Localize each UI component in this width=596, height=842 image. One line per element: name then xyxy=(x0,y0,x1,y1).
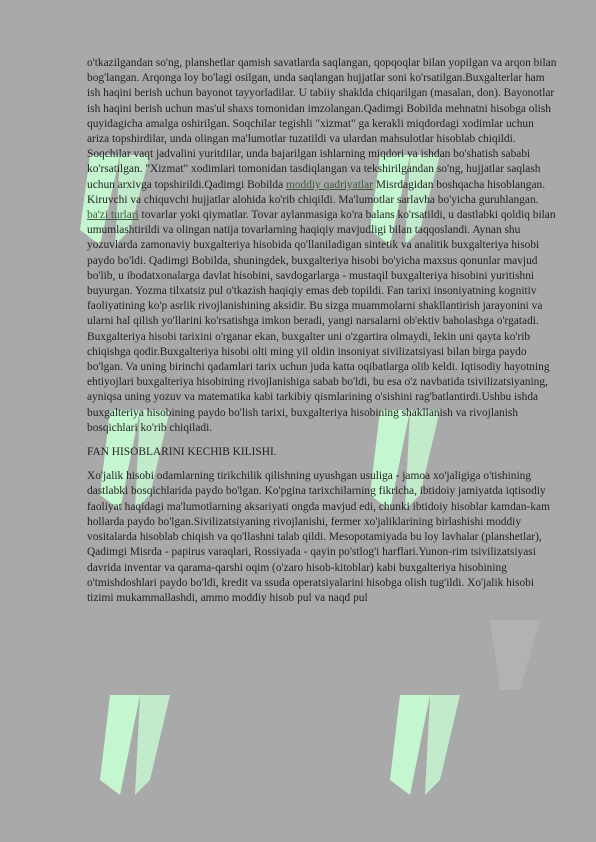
paragraph-1-text-c: tovarlar yoki qiymatlar. Tovar aylanmasiga ko'ra balans ko'rsatildi, u dastlabki qoldiq bilan umumlashtirildi va olingan natija tovarlarning haqiqiy mavjudligi bilan taqqoslandi. Aynan shu yozuvlarda zamonaviy buxgalteriya hisobida qo'llaniladigan sintetik va analitik buxgalteriya hisobi paydo bo'ldi. Qadimgi Bobilda, shuningdek, buxgalteriya hisobi bo'yicha maxsus qonunlar mavjud bo'lib, u ibodatxonalarga davlat hisobini, savdogarlarga - mustaqil buxgalteriya hisobini yuritishni buyurgan. Yozma tilxatsiz pul o'tkazish haqiqiy emas deb topildi. Fan tarixi insoniyatning kognitiv faoliyatining ko'p asrlik rivojlanishining aksidir. Bu sizga muammolarni shakllantirish jarayonini va ularni hal qilish yo'llarini ko'rsatishga imkon beradi, yangi narsalarni ob'ektiv baholashga o'rgatadi. Buxgalteriya hisobi tarixini o'rganar ekan, buxgalter uni o'zgartira olmaydi, lekin uni qayta ko'rib chiqishga qodir.Buxgalteriya hisobi olti ming yil oldin insoniyat sivilizatsiyasi bilan birga paydo bo'lgan. Va uning birinchi qadamlari tarix uchun juda katta oqibatlarga olib keldi. Iqtisodiy hayotning ehtiyojlari buxgalteriya hisobining rivojlanishiga sabab bo'ldi, bu esa o'z navbatida tsivilizatsiyaning, ayniqsa uning yozuv va matematika kabi tarkibiy qismlarining o'sishini rag'batlantirdi.Ushbu ishda buxgalteriya hisobining paydo bo'lish tarixi, buxgalteriya hisobining shakllanish va rivojlanish bosqichlari ko'rib chiqiladi. xyxy=(87,209,556,434)
paragraph-1-text-a: o'tkazilgandan so'ng, planshetlar qamish savatlarda saqlangan, qopqoqlar bilan yopilgan va arqon bilan bog'langan. Arqonga loy bo'lagi osilgan, unda saqlangan hujjatlar soni ko'rsatilgan.Buxgalterlar ham ish haqini berish uchun bayonot tayyorladilar. U tabiiy shaklda chiqarilgan (masalan, don). Bayonotlar ish haqini berish uchun mas'ul shaxs tomonidan imzolangan.Qadimgi Bobilda mehnatni hisobga olish quyidagicha amalga oshirilgan. Soqchilar tegishli "xizmat" ga kerakli miqdordagi xodimlar uchun ariza topshirdilar, unda olingan ma'lumotlar tuzatildi va ulardan mahsulotlar hisoblab chiqildi. Soqchilar vaqt jadvalini yuritdilar, unda bajarilgan ishlarning miqdori va ishdan bo'shatish sababi ko'rsatilgan. "Xizmat" xodimlari tomonidan tasdiqlangan va tekshirilgandan so'ng, hujjatlar saqlash uchun arxivga topshirildi.Qadimgi Bobilda xyxy=(87,57,557,191)
watermark-logo-bottom-right xyxy=(370,690,490,800)
section-heading: FAN HISOBLARINI KECHIB KILISHI. xyxy=(87,446,277,459)
link-moddiy-qadriyatlar[interactable]: moddiy qadriyatlar xyxy=(286,178,373,191)
link-bazi-turlari[interactable]: ba'zi turlari xyxy=(87,209,139,222)
watermark-logo-bottom-left xyxy=(80,690,200,800)
document-body xyxy=(87,56,557,615)
body-paragraph-1 xyxy=(87,56,557,436)
paragraph-1-text-b: Misrdagidan boshqacha hisoblangan. Kiruvchi va chiquvchi hujjatlar alohida ko'rib chiqildi. Ma'lumotlar sarlavha bo'yicha guruhlangan. xyxy=(87,178,546,206)
watermark-logo-right-edge xyxy=(470,610,560,700)
body-paragraph-2: Xo'jalik hisobi odamlarning tirikchilik qilishning uyushgan usuliga - jamoa xo'jaligiga o'tishining dastlabki bosqichlarida paydo bo'lgan. Ko'pgina tarixchilarning fikricha, ibtidoiy jamiyatda iqtisodiy faoliyat haqidagi ma'lumotlarning aksariyati ongda mavjud edi, chunki ibtidoiy hisoblar kamdan-kam hollarda paydo bo'lgan.Sivilizatsiyaning rivojlanishi, fermer xo'jaliklarining birlashishi moddiy vositalarda hisoblab chiqish va qo'llashni talab qildi. Mesopotamiyada bu loy lavhalar (planshetlar), Qadimgi Misrda - papirus varaqlari, Rossiyada - qayin po'stlog'i harflari.Yunon-rim tsivilizatsiyasi davrida inventar va qarama-qarshi oqim (o'zaro hisob-kitoblar) kabi buxgalteriya hisobining o'tmishdoshlari paydo bo'ldi, kredit va ssuda operatsiyalarini hisobga olish tug'ildi. Xo'jalik hisobi tizimi mukammallashdi, ammo moddiy hisob pul va naqd pul xyxy=(87,470,550,604)
